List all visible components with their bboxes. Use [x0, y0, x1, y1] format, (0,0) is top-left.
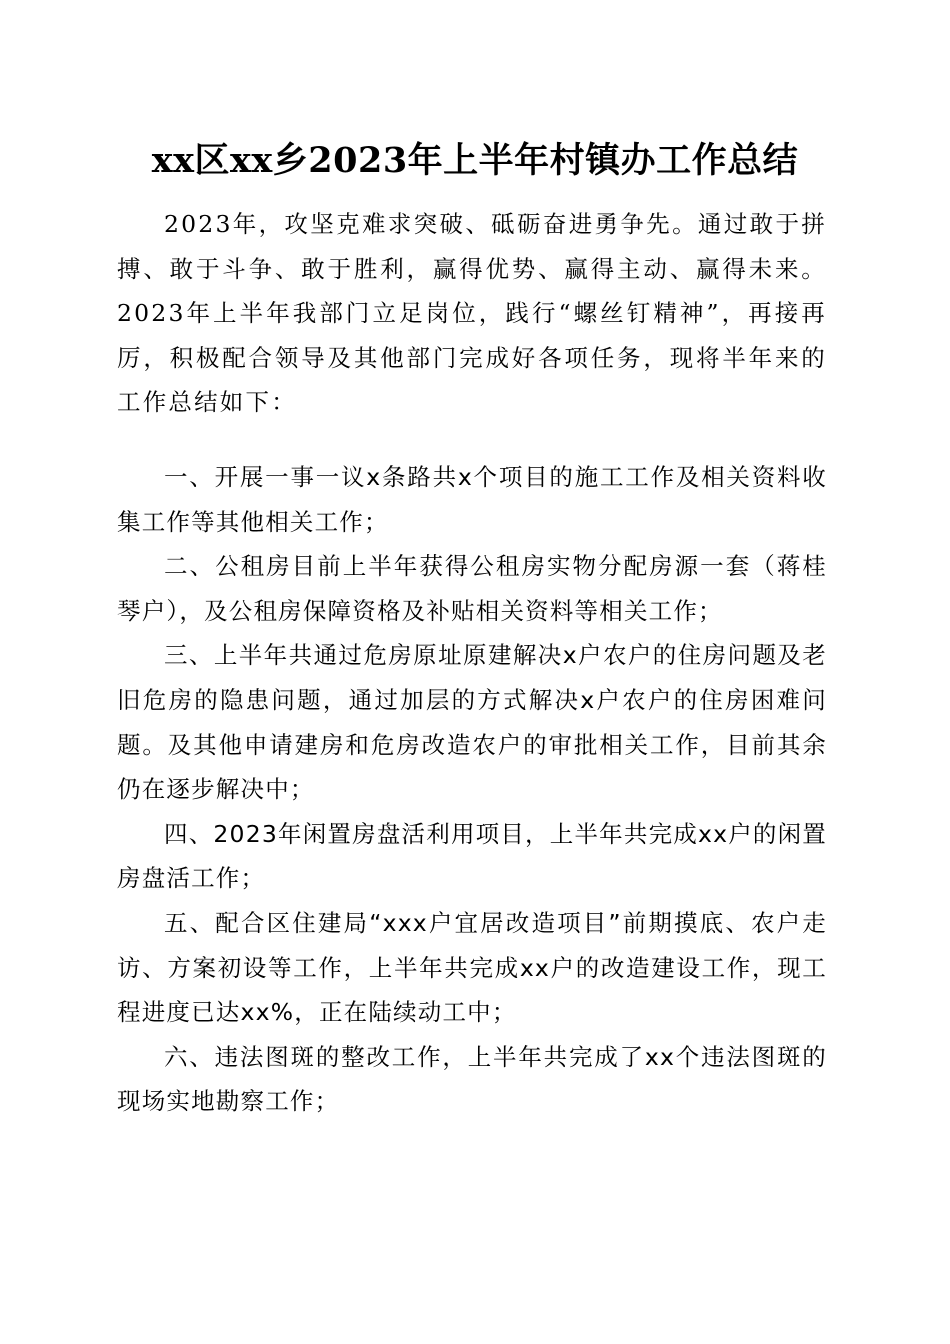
- work-items-list: [117, 455, 827, 1124]
- work-item-1: 一、开展一事一议x条路共x个项目的施工工作及相关资料收集工作等其他相关工作；: [117, 463, 827, 536]
- work-item-6: 六、违法图斑的整改工作，上半年共完成了xx个违法图斑的现场实地勘察工作；: [117, 1042, 827, 1116]
- work-item-3: [117, 633, 827, 811]
- work-item-4: 四、2023年闲置房盘活利用项目，上半年共完成xx户的闲置房盘活工作；: [117, 819, 827, 893]
- document-title: xx区xx乡2023年上半年村镇办工作总结: [151, 140, 799, 181]
- work-item-2: 二、公租房目前上半年获得公租房实物分配房源一套（蒋桂琴户），及公租房保障资格及补贴相关资料等相关工作；: [117, 552, 827, 625]
- work-item-3-main: 三、上半年共通过危房原址原建解决x户农户的住房问题及老旧危房的隐患问题，通过加层的方式解决x户农户的住房困难问题。: [117, 641, 827, 759]
- work-item-5: 五、配合区住建局“xxx户宜居改造项目”前期摸底、农户走访、方案初设等工作，上半年共完成xx户的改造建设工作，现工程进度已达xx%，正在陆续动工中；: [117, 908, 827, 1027]
- intro-paragraph: 2023年，攻坚克难求突破、砥砺奋进勇争先。通过敢于拼搏、敢于斗争、敢于胜利，赢得优势、赢得主动、赢得未来。2023年上半年我部门立足岗位，践行“螺丝钉精神”，再接再厉，积极配合领导及其他部门完成好各项任务，现将半年来的工作总结如下：: [117, 210, 827, 417]
- work-item-3-tail: 及其他申请建房和危房改造农户的审批相关工作，目前其余仍在逐步解决中；: [117, 730, 827, 804]
